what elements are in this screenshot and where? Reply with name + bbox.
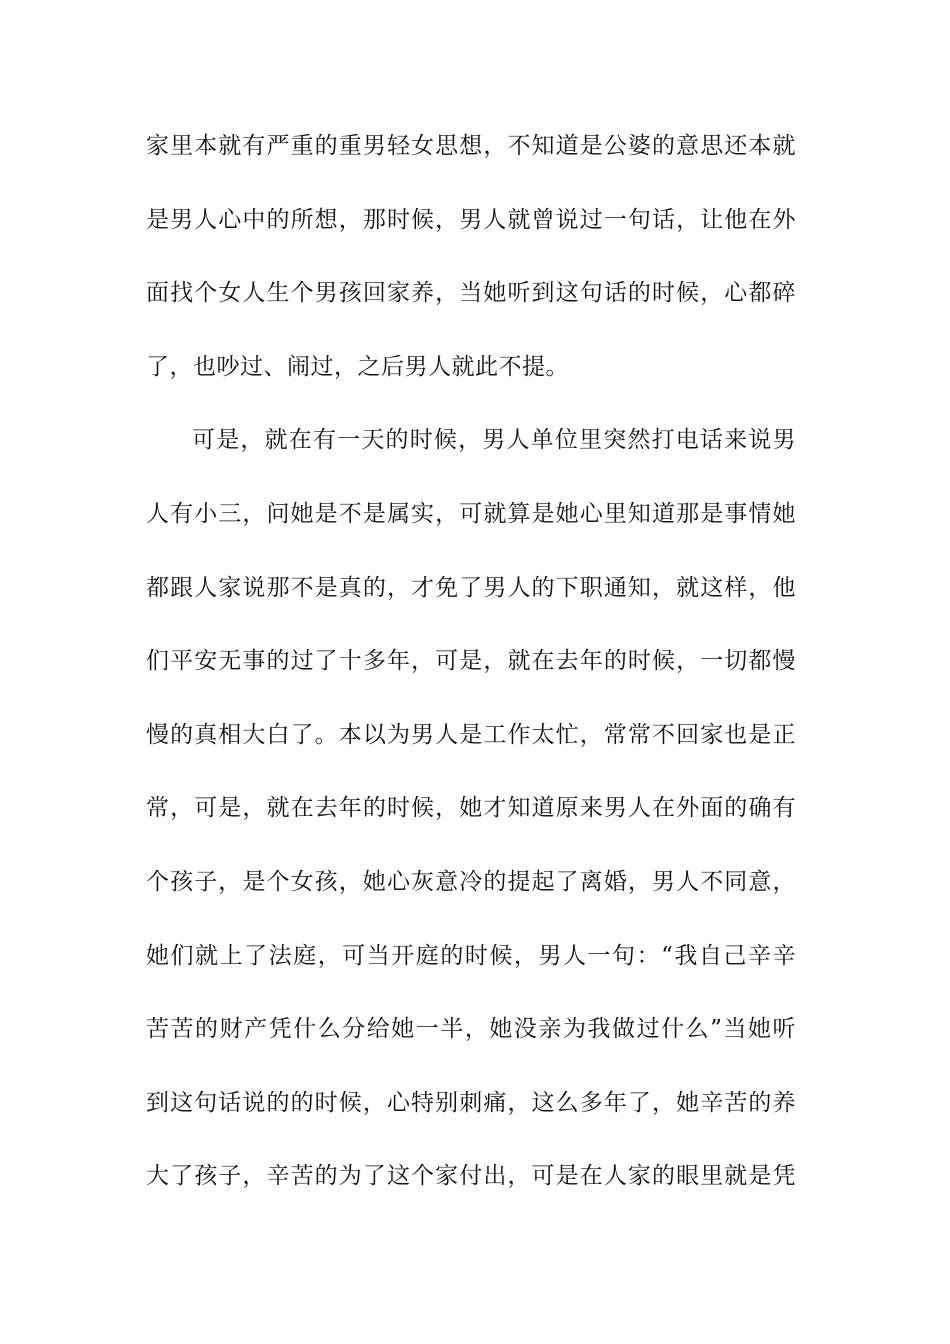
text-line: 可是，就在有一天的时候，男人单位里突然打电话来说男 bbox=[192, 427, 796, 454]
paragraph-1 bbox=[146, 121, 796, 415]
text-line: 们平安无事的过了十多年，可是，就在去年的时候，一切都慢 bbox=[146, 648, 796, 675]
text-line: 家里本就有严重的重男轻女思想，不知道是公婆的意思还本就 bbox=[146, 133, 796, 159]
text-line: 慢的真相大白了。本以为男人是工作太忙，常常不回家也是正 bbox=[146, 721, 796, 748]
text-line: 了，也吵过、闹过，之后男人就此不提。 bbox=[146, 353, 569, 380]
text-line: 人有小三，问她是不是属实，可就算是她心里知道那是事情她 bbox=[146, 500, 796, 527]
text-line: 她们就上了法庭，可当开庭的时候，男人一句：“我自己辛辛 bbox=[146, 942, 796, 969]
text-line: 面找个女人生个男孩回家养，当她听到这句话的时候，心都碎 bbox=[146, 280, 796, 307]
text-line: 大了孩子，辛苦的为了这个家付出，可是在人家的眼里就是凭 bbox=[146, 1163, 796, 1190]
document-body bbox=[146, 121, 796, 1225]
text-line: 个孩子，是个女孩，她心灰意冷的提起了离婚，男人不同意， bbox=[146, 868, 796, 895]
text-line: 常，可是，就在去年的时候，她才知道原来男人在外面的确有 bbox=[146, 795, 796, 822]
text-line: 是男人心中的所想，那时候，男人就曾说过一句话，让他在外 bbox=[146, 206, 796, 233]
text-line: 苦苦的财产凭什么分给她一半，她没亲为我做过什么”当她听 bbox=[146, 1016, 796, 1043]
paragraph-2 bbox=[146, 415, 796, 1225]
text-line: 都跟人家说那不是真的，才免了男人的下职通知，就这样，他 bbox=[146, 574, 796, 601]
text-line: 到这句话说的的时候，心特别刺痛，这么多年了，她辛苦的养 bbox=[146, 1089, 796, 1116]
